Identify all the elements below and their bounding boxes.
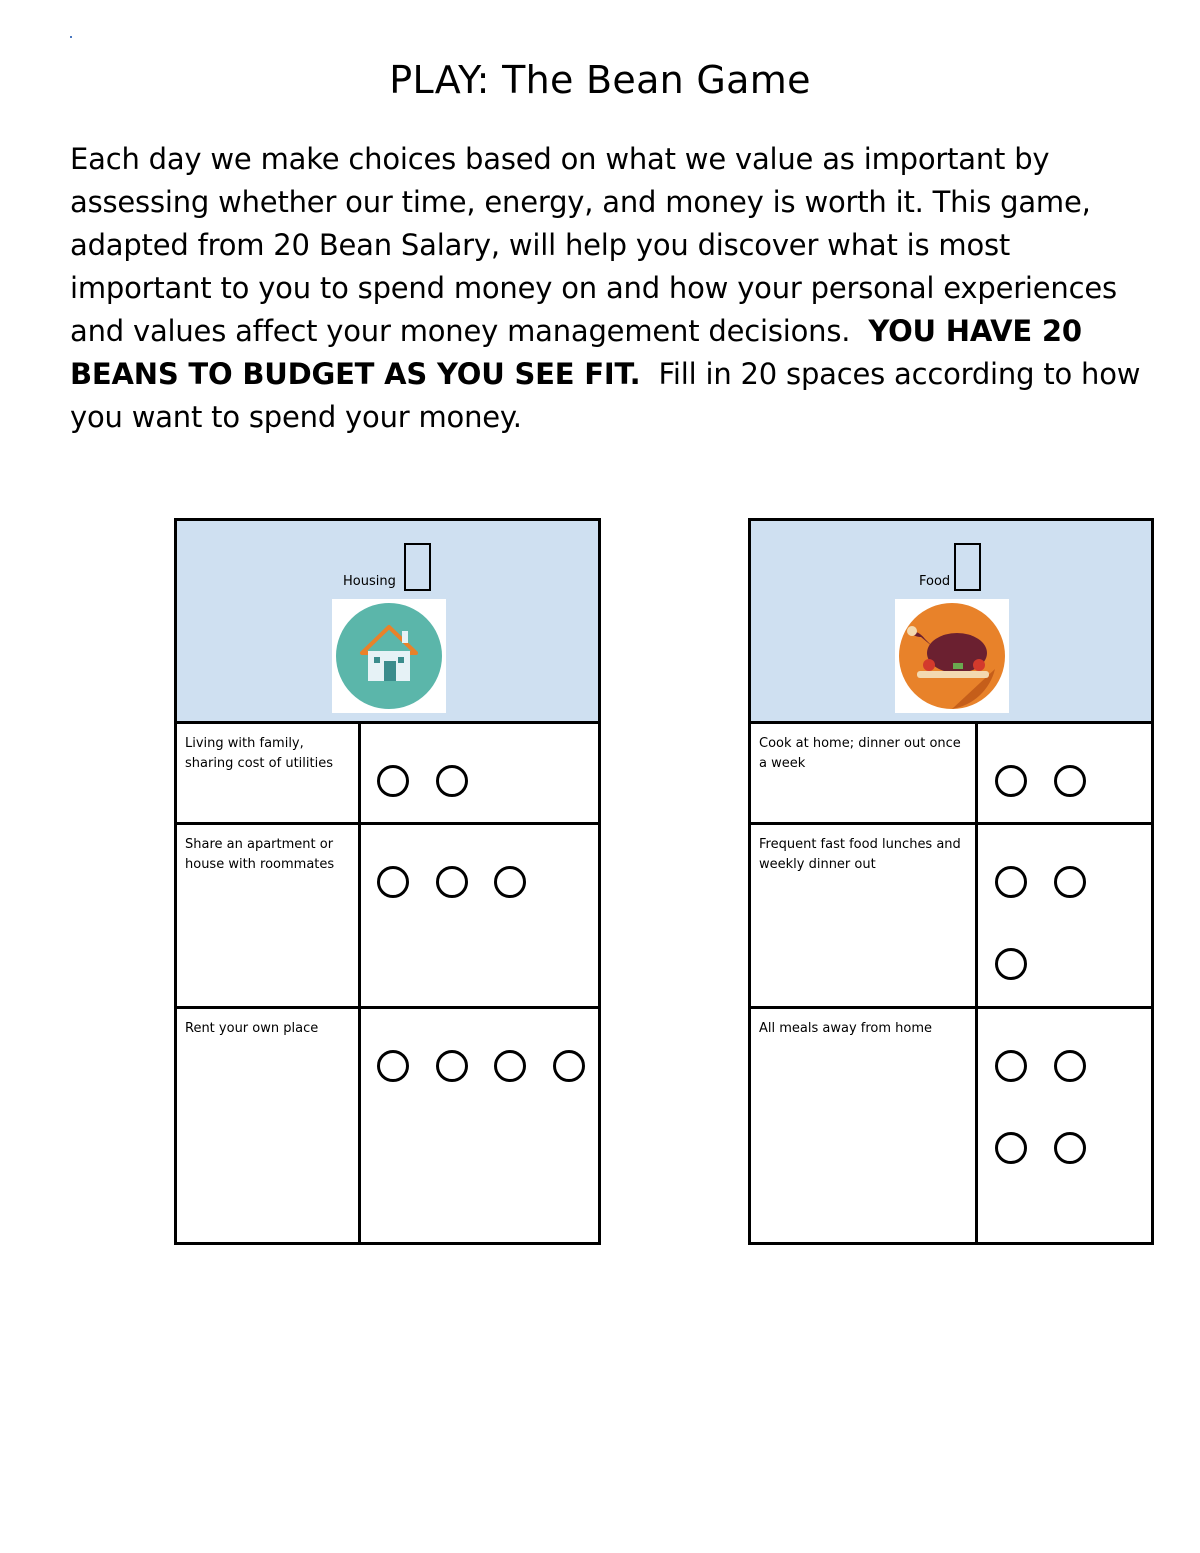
- bean-circle[interactable]: [995, 948, 1027, 980]
- housing-row-1: [177, 721, 598, 825]
- column-divider: [975, 825, 978, 1009]
- option-label: Rent your own place: [185, 1021, 319, 1036]
- option-label: All meals away from home: [759, 1021, 933, 1036]
- housing-row-3: [177, 1006, 598, 1242]
- bean-circle[interactable]: [1054, 765, 1086, 797]
- bean-circle[interactable]: [995, 1132, 1027, 1164]
- bean-circle[interactable]: [995, 1050, 1027, 1082]
- bean-circle[interactable]: [553, 1050, 585, 1082]
- house-icon: [332, 599, 446, 713]
- column-divider: [358, 825, 361, 1009]
- column-divider: [358, 1009, 361, 1242]
- intro-text: Each day we make choices based on what we value as important by assessing whether our time, energy, and money is worth it. This game, adapted from 20 Bean Salary, will help you discover what is most important to you to spend money on and how your personal experiences and values affect your money management decisions.: [70, 142, 1117, 348]
- marker-dot: [70, 36, 72, 38]
- housing-label: Housing: [343, 574, 396, 589]
- bean-circle[interactable]: [436, 1050, 468, 1082]
- food-checkbox[interactable]: [954, 543, 981, 591]
- bean-circle[interactable]: [1054, 1132, 1086, 1164]
- bean-circle[interactable]: [377, 765, 409, 797]
- intro-bold-instruction: YOU HAVE 20 BEANS TO BUDGET AS YOU SEE FIT.: [70, 314, 1082, 391]
- column-divider: [975, 724, 978, 825]
- intro-paragraph: [70, 138, 1150, 439]
- option-label: Share an apartment or house with roommates: [185, 837, 335, 872]
- bean-circle[interactable]: [436, 866, 468, 898]
- food-row-3: [751, 1006, 1151, 1242]
- bean-circle[interactable]: [377, 1050, 409, 1082]
- bean-circle[interactable]: [995, 866, 1027, 898]
- option-label: Cook at home; dinner out once a week: [759, 736, 961, 771]
- food-label: Food: [919, 574, 951, 589]
- housing-checkbox[interactable]: [404, 543, 431, 591]
- bean-circle[interactable]: [494, 866, 526, 898]
- option-label: Frequent fast food lunches and weekly dinner out: [759, 837, 961, 872]
- turkey-icon: [895, 599, 1009, 713]
- bean-circle[interactable]: [494, 1050, 526, 1082]
- option-label: Living with family, sharing cost of utilities: [185, 736, 333, 771]
- food-row-1: [751, 721, 1151, 825]
- column-divider: [975, 1009, 978, 1242]
- column-divider: [358, 724, 361, 825]
- food-row-2: [751, 822, 1151, 1009]
- bean-circle[interactable]: [377, 866, 409, 898]
- food-header: [751, 521, 1151, 724]
- food-table: [748, 518, 1154, 1245]
- bean-circle[interactable]: [1054, 866, 1086, 898]
- intro-text-end: Fill in 20 spaces according to how you want to spend your money.: [70, 357, 1141, 434]
- page-title: PLAY: The Bean Game: [389, 58, 811, 102]
- housing-table: [174, 518, 601, 1245]
- bean-circle[interactable]: [436, 765, 468, 797]
- housing-header: [177, 521, 598, 724]
- housing-row-2: [177, 822, 598, 1009]
- bean-circle[interactable]: [1054, 1050, 1086, 1082]
- bean-circle[interactable]: [995, 765, 1027, 797]
